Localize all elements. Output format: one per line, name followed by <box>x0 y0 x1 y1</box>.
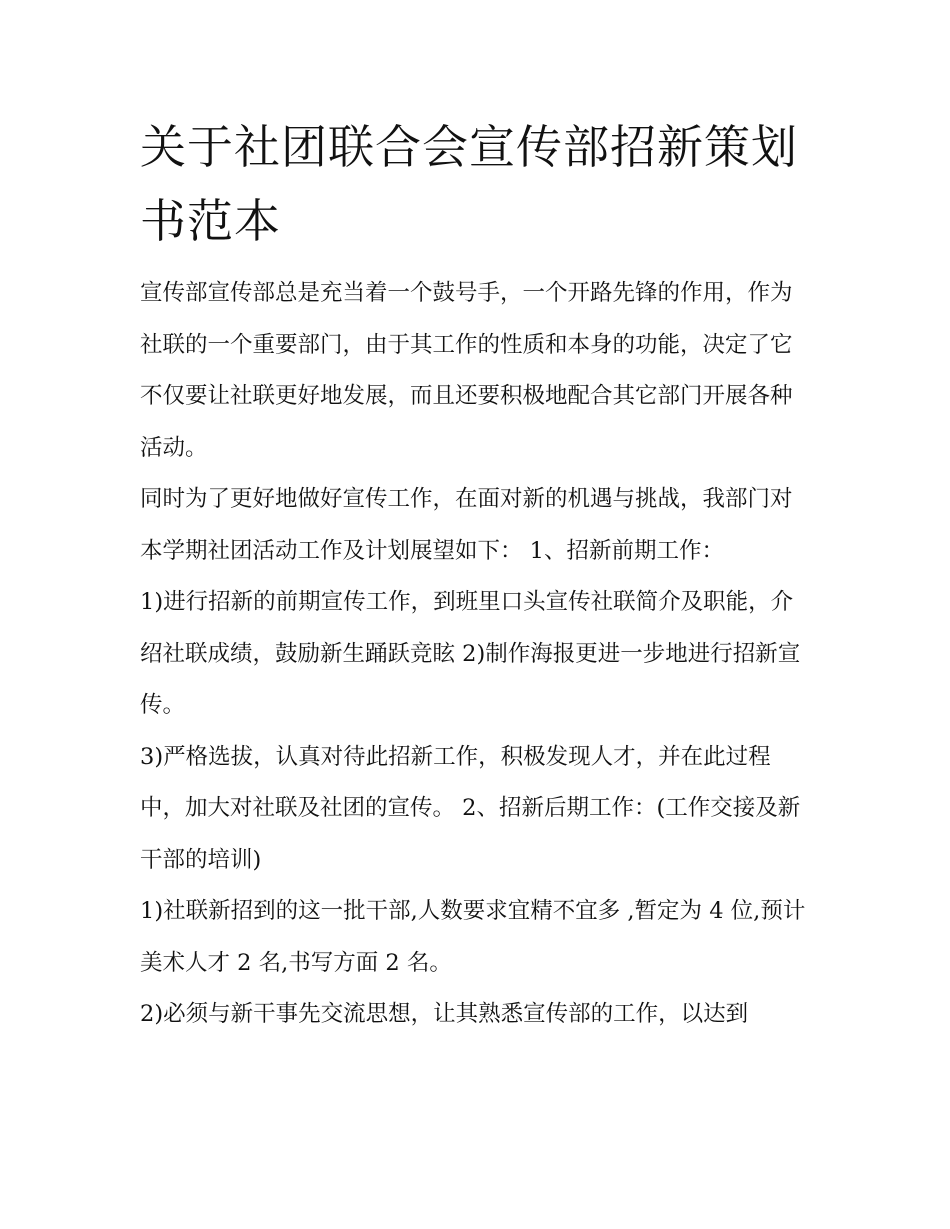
paragraph-intro: 宣传部宣传部总是充当着一个鼓号手，一个开路先锋的作用，作为社联的一个重要部门，由于其工作的性质和本身的功能，决定了它不仅要让社联更好地发展，而且还要积极地配合其它部门开展各种活动。 <box>140 280 793 461</box>
paragraph-item-1: 1)进行招新的前期宣传工作，到班里口头宣传社联简介及职能，介绍社联成绩，鼓励新生踊跃竞眩 2)制作海报更进一步地进行招新宣传。 <box>140 589 801 718</box>
document-title: 关于社团联合会宣传部招新策划书范本 <box>140 120 798 248</box>
paragraph-staff-1: 1)社联新招到的这一批干部,人数要求宜精不宜多 ,暂定为 4 位,预计美术人才 2 名,书写方面 2 名。 <box>140 898 806 976</box>
paragraph-plan-intro: 同时为了更好地做好宣传工作，在面对新的机遇与挑战，我部门对本学期社团活动工作及计划展望如下： 1、招新前期工作： <box>140 486 793 564</box>
paragraph-staff-2: 2)必须与新干事先交流思想，让其熟悉宣传部的工作，以达到 <box>140 1001 749 1027</box>
paragraph-item-3: 3)严格选拔，认真对待此招新工作，积极发现人才，并在此过程中，加大对社联及社团的宣传。 2、招新后期工作：(工作交接及新干部的培训) <box>140 743 801 873</box>
document-page <box>140 110 810 1041</box>
